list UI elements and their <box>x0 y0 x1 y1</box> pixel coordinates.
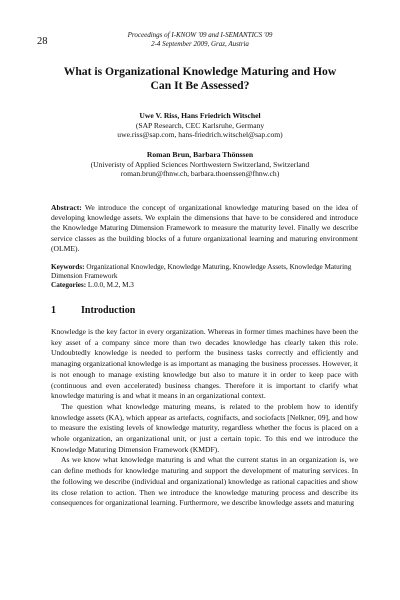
body-text <box>51 327 358 509</box>
abstract-text: We introduce the concept of organizational knowledge maturing based on the idea of developing knowledge assets. We explain the dimensions that have to be considered and introduce the Knowledge Maturing Dimension Framework to measure the maturity level. Finally we describe service classes as the building blocks of a future organizational learning and maturing environment (OLME). <box>51 203 358 253</box>
body-paragraph-1: Knowledge is the key factor in every organization. Whereas in former times machines have been the key asset of a company since more than two decades knowledge has clearly taken this role. Undoubtedly knowledge is needed to perform the business tasks correctly and efficiently and managing organizational knowledge is as important as managing the business processes. However, it is not enough to manage existing knowledge but also to mature it in order to keep pace with (continuous and even accelerated) business changes. Therefore it is important to clarify what knowledge maturing is and what it means in an organizational context. <box>51 327 358 401</box>
abstract <box>51 203 358 254</box>
paper-title-line-1: What is Organizational Knowledge Maturing and How <box>63 65 337 78</box>
author-group-fhnw <box>0 150 400 179</box>
author-names: Roman Brun, Barbara Thönssen <box>146 150 254 159</box>
running-header <box>0 31 400 48</box>
abstract-label: Abstract: <box>51 203 82 212</box>
header-proceedings: Proceedings of I-KNOW '09 and I-SEMANTICS '09 <box>127 31 273 39</box>
section-number: 1 <box>51 305 56 316</box>
categories-line <box>51 281 358 290</box>
keywords-line <box>51 263 358 281</box>
author-group-sap <box>0 111 400 140</box>
body-paragraph-3: As we know what knowledge maturing is and what the current status in an organization is, we can define methods for knowledge maturing and support the development of maturing services. In the following we describe (individual and organizational) knowledge as rational capacities and show its close relation to action. Then we introduce the knowledge maturing process and describe its consequences for organizational learning. Furthermore, we describe knowledge assets and maturing <box>51 455 358 508</box>
categories-text: L.0.0, M.2, M.3 <box>87 281 134 289</box>
author-emails: uwe.riss@sap.com, hans-friedrich.witschel@sap.com) <box>117 130 283 139</box>
section-title: Introduction <box>81 305 136 316</box>
paper-title-line-2: Can It Be Assessed? <box>150 79 250 92</box>
keywords-block <box>51 263 358 290</box>
keywords-label: Keywords: <box>51 263 85 271</box>
author-names: Uwe V. Riss, Hans Friedrich Witschel <box>139 111 261 120</box>
author-emails: roman.brun@fhnw.ch, barbara.thoenssen@fhnw.ch) <box>120 169 280 178</box>
page-number: 28 <box>37 36 48 47</box>
header-date-location: 2-4 September 2009, Graz, Austria <box>151 39 249 48</box>
author-affiliation: (Univeristy of Applied Sciences Northwestern Switzerland, Switzerland <box>90 159 310 169</box>
paper-title <box>50 65 350 93</box>
section-heading-introduction <box>51 305 135 316</box>
categories-label: Categories: <box>51 281 87 289</box>
body-paragraph-2: The question what knowledge maturing means, is related to the problem how to identify knowledge assets (KA), which appear as artefacts, cognifacts, and sociofacts [Nelkner, 09], and how to measure the existing levels of knowledge maturity, regardless whether the focus is placed on a whole organization, an organizational unit, or just a certain topic. To this end we introduce the Knowledge Maturing Dimension Framework (KMDF). <box>51 401 358 454</box>
keywords-text: Organizational Knowledge, Knowledge Maturing, Knowledge Assets, Knowledge Maturing Dimension Framework <box>51 263 352 280</box>
author-affiliation: (SAP Research, CEC Karlsruhe, Germany <box>135 120 265 130</box>
